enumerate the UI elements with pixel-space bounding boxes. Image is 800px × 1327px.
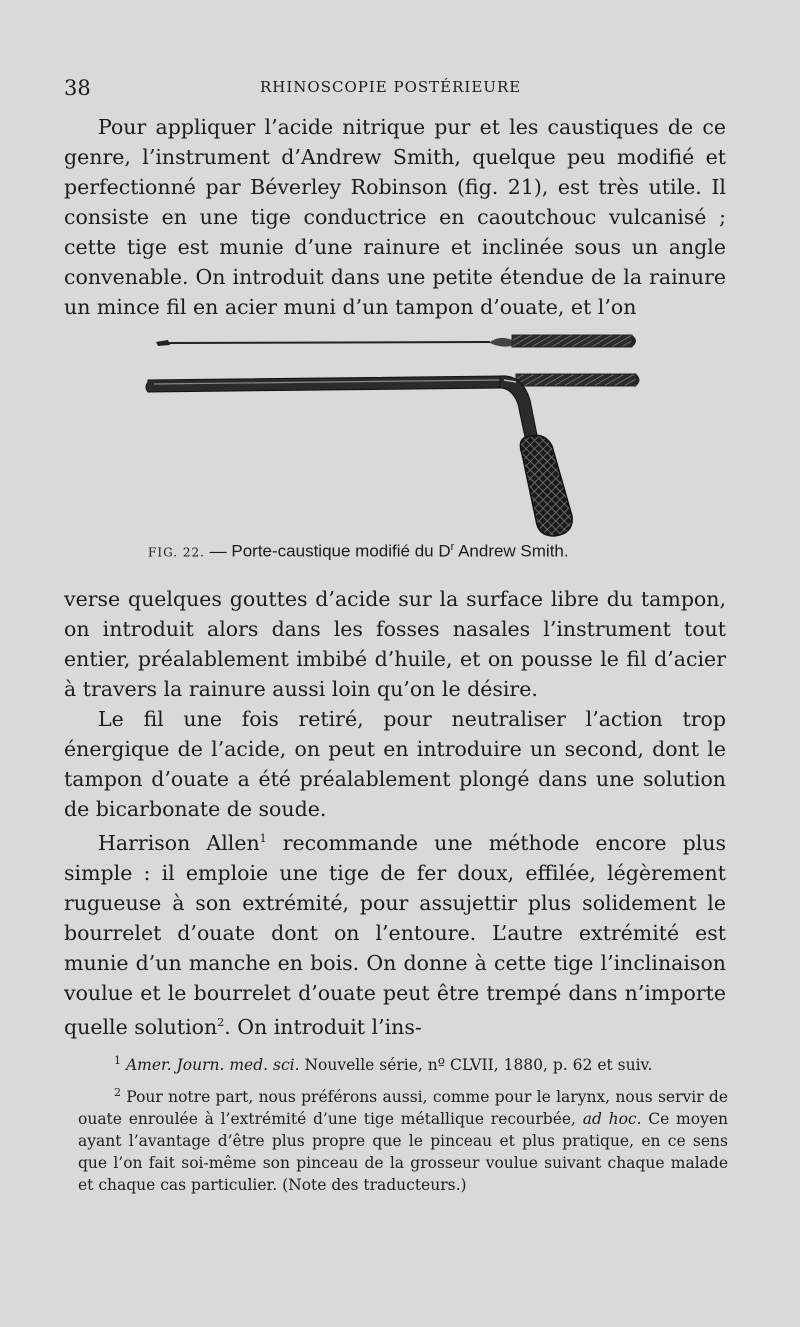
instrument-figure (140, 330, 650, 540)
caption-text-end: Andrew Smith. (454, 541, 569, 561)
footnote-italic: ad hoc. (582, 1110, 642, 1129)
paragraph: Pour appliquer l’acide nitrique pur et les caustiques de ce genre, l’instrument d’Andrew Smith, quelque peu modifié et perfectionné par Béverley Robinson (fig. 21), est très utile. Il consiste en une tige conductrice en caoutchouc vulcanisé ; cette tige est munie d’une rainure et inclinée sous un angle convenable. On introduit dans une petite étendue de la rainure un mince fil en acier muni d’un tampon d’ouate, et l’on (64, 115, 726, 319)
footnote-text: Pour notre part, nous préférons aussi, comme pour le larynx, nous servir de ouate enroulée à l’extrémité d’une tige métallique recourbée, (78, 1088, 728, 1129)
paragraph-text-end: . On introduit l’ins- (224, 1014, 422, 1039)
footnote-ref: 2 (217, 1015, 225, 1029)
paragraph-text: recommande une méthode encore plus simple : il emploie une tige de fer doux, effilée, légèrement rugueuse à son extrémité, pour assujettir plus solidement le bourrelet d’ouate dont on l’entoure. L’autre extrémité est munie d’un manche en bois. On donne à cette tige l’inclinaison voulue et le bourrelet d’ouate peut être trempé dans n’importe quelle solution (64, 830, 726, 1039)
porte-caustique-illustration (140, 330, 650, 540)
footnote-text-end: Ce moyen ayant l’avantage d’être plus propre que le pinceau et plus pratique, en ce sens que l’on fait soi-même son pinceau de la grosseur voulue suivant chaque malade et chaque cas particulier. (Note des traducteurs.) (78, 1110, 729, 1195)
steel-wire-drawing (156, 335, 636, 347)
footnote-text: Nouvelle série, nº CLVII, 1880, p. 62 et suiv. (299, 1056, 653, 1075)
footnote-number: 1 (114, 1054, 121, 1067)
caption-superscript: r (450, 541, 455, 553)
paragraph: Le fil une fois retiré, pour neutraliser l’action trop énergique de l’acide, on peut en introduire un second, dont le tampon d’ouate a été préalablement plongé dans une solution de bicarbonate de soude. (64, 707, 726, 821)
paragraph (64, 824, 726, 1042)
author-name: Harrison Allen (98, 830, 260, 855)
page-number: 38 (64, 76, 91, 100)
page-header (64, 76, 734, 102)
conductor-rod-drawing (146, 374, 640, 536)
footnote-1 (78, 1050, 728, 1076)
body-text-top (64, 112, 726, 322)
footnote-2 (78, 1082, 728, 1196)
footnote-ref: 1 (259, 832, 267, 845)
journal-title: Amer. Journ. med. sci. (125, 1056, 300, 1075)
body-text-bottom (64, 584, 726, 1042)
running-title: RHINOSCOPIE POSTÉRIEURE (260, 78, 522, 96)
footnote-number: 2 (114, 1086, 121, 1100)
paragraph: verse quelques gouttes d’acide sur la surface libre du tampon, on introduit alors dans les fosses nasales l’instrument tout entier, préalablement imbibé d’huile, et on pousse le fil d’acier à travers la rainure aussi loin qu’on le désire. (64, 587, 726, 701)
footnotes (78, 1050, 728, 1196)
figure-caption (148, 541, 569, 562)
figure-label: FIG. 22. (148, 545, 205, 560)
caption-text: — Porte-caustique modifié du D (204, 541, 451, 561)
